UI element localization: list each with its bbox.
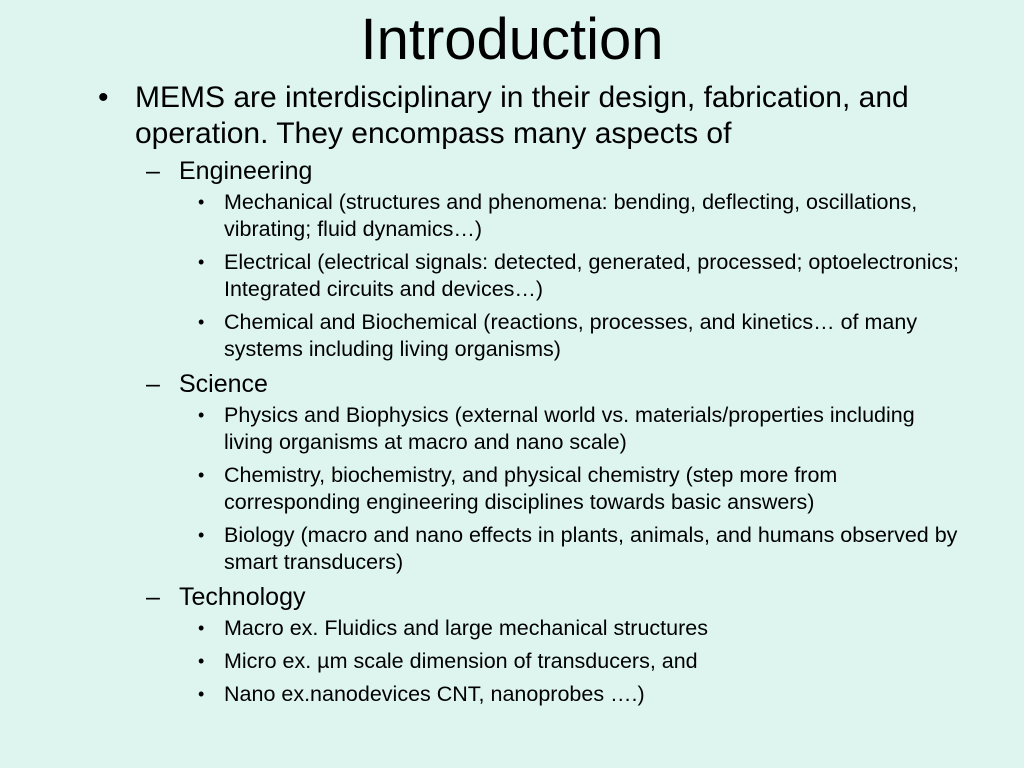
list-item-text: Micro ex. µm scale dimension of transducers, and xyxy=(224,649,698,673)
list-item xyxy=(0,648,1024,675)
bullet-icon: • xyxy=(198,651,205,671)
list-item xyxy=(0,462,1024,516)
list-item-text: Electrical (electrical signals: detected, generated, processed; optoelectronics; Integrated circuits and devices…) xyxy=(224,250,959,301)
section-engineering xyxy=(0,156,1024,186)
list-item xyxy=(0,402,1024,456)
section-science xyxy=(0,369,1024,399)
list-item xyxy=(0,189,1024,243)
list-item xyxy=(0,309,1024,363)
dash-icon: – xyxy=(146,370,160,398)
list-item xyxy=(0,681,1024,708)
intro-text: MEMS are interdisciplinary in their design, fabrication, and operation. They encompass many aspects of xyxy=(135,81,909,150)
list-item-text: Chemistry, biochemistry, and physical chemistry (step more from corresponding engineering disciplines towards basic answers) xyxy=(224,463,838,514)
list-item-text: Nano ex.nanodevices CNT, nanoprobes ….) xyxy=(224,682,645,706)
bullet-icon: • xyxy=(198,252,205,272)
slide-title: Introduction xyxy=(360,7,664,72)
list-item-text: Chemical and Biochemical (reactions, processes, and kinetics… of many systems including living organisms) xyxy=(224,310,918,361)
dash-icon: – xyxy=(146,583,160,611)
list-item-text: Macro ex. Fluidics and large mechanical structures xyxy=(224,616,708,640)
bullet-icon: • xyxy=(198,312,205,332)
list-item-text: Physics and Biophysics (external world vs. materials/properties including living organisms at macro and nano scale) xyxy=(224,403,915,454)
bullet-icon: • xyxy=(198,405,205,425)
bullet-icon: • xyxy=(98,81,109,114)
bullet-icon: • xyxy=(198,618,205,638)
bullet-icon: • xyxy=(198,192,205,212)
bullet-icon: • xyxy=(198,465,205,485)
list-item xyxy=(0,249,1024,303)
list-item xyxy=(0,615,1024,642)
dash-icon: – xyxy=(146,157,160,185)
list-item-text: Biology (macro and nano effects in plants, animals, and humans observed by smart transducers) xyxy=(224,523,958,574)
section-heading: Engineering xyxy=(179,157,313,185)
list-item xyxy=(0,522,1024,576)
section-heading: Science xyxy=(179,370,268,398)
list-item-text: Mechanical (structures and phenomena: bending, deflecting, oscillations, vibrating; fluid dynamics…) xyxy=(224,190,918,241)
slide-body xyxy=(0,80,1024,714)
intro-bullet xyxy=(0,80,1024,152)
bullet-icon: • xyxy=(198,525,205,545)
section-technology xyxy=(0,582,1024,612)
bullet-icon: • xyxy=(198,684,205,704)
section-heading: Technology xyxy=(179,583,306,611)
